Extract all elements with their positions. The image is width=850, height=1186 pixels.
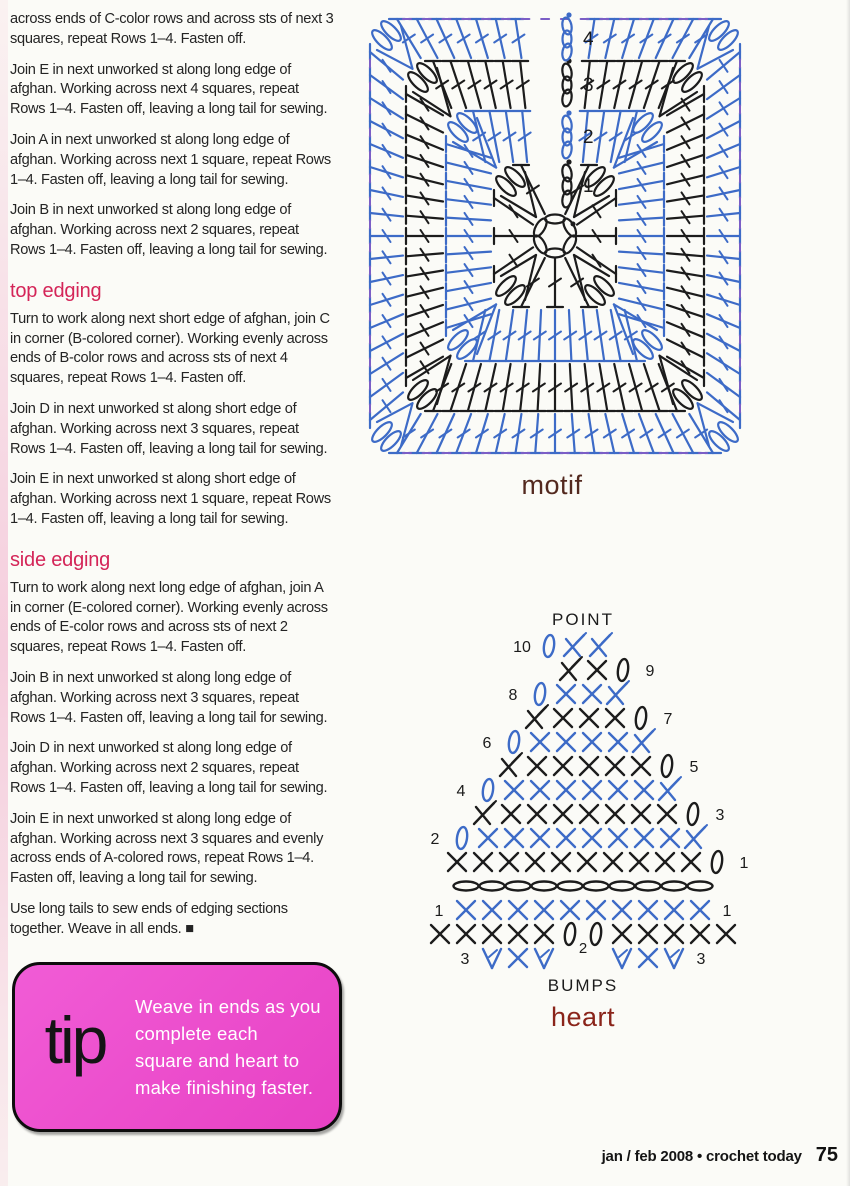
tip-box: [12, 962, 342, 1132]
svg-text:9: 9: [645, 663, 655, 680]
heart-chart: [418, 630, 748, 976]
svg-text:2: 2: [583, 127, 594, 148]
svg-text:4: 4: [456, 783, 466, 800]
svg-text:10: 10: [513, 639, 531, 656]
paragraph: Join D in next unworked st along long edge of afghan. Working across next 2 squares, repeat Rows 1–4. Fasten off, leaving a long tail for sewing.: [10, 740, 328, 796]
paragraph: Join D in next unworked st along short edge of afghan. Working across next 3 squares, repeat Rows 1–4. Fasten off, leaving a long tail for sewing.: [10, 400, 328, 457]
paragraph: Join B in next unworked st along long edge of afghan. Working across next 3 squares, repeat Rows 1–4. Fasten off, leaving a long tail for sewing.: [10, 669, 328, 726]
svg-text:7: 7: [663, 711, 673, 728]
heart-figure: [418, 610, 748, 1033]
svg-text:3: 3: [696, 951, 706, 968]
svg-text:1: 1: [434, 903, 444, 920]
svg-text:1: 1: [583, 176, 594, 197]
svg-text:4: 4: [583, 29, 594, 50]
heart-point-label: POINT: [552, 610, 614, 629]
tip-text: Weave in ends as you complete each square and heart to make finishing faster.: [135, 996, 321, 1098]
svg-text:3: 3: [583, 75, 594, 96]
footer-page-number: 75: [815, 1144, 838, 1166]
paragraph: Join E in next unworked st along short edge of afghan. Working across next 1 square, repeat Rows 1–4. Fasten off, leaving a long tail for sewing.: [10, 471, 331, 527]
heart-bumps-label: BUMPS: [547, 976, 619, 995]
heart-caption: heart: [550, 1002, 616, 1032]
paragraph: Join E in next unworked st along long edge of afghan. Working across next 4 squares, repeat Rows 1–4. Fasten off, leaving a long tail for sewing.: [10, 61, 328, 118]
svg-text:6: 6: [482, 735, 492, 752]
svg-text:5: 5: [689, 759, 699, 776]
instruction-column: [10, 10, 336, 950]
section-heading: top edging: [10, 279, 102, 302]
svg-text:8: 8: [508, 687, 518, 704]
page-footer: [602, 1144, 838, 1167]
section-heading: side edging: [10, 548, 111, 571]
svg-text:2: 2: [430, 831, 440, 848]
svg-text:1: 1: [722, 903, 732, 920]
paragraph: Turn to work along next long edge of afghan, join A in corner (E-colored corner). Working evenly across ends of E-color rows and across sts of next 2 squares, repeat Rows 1–4. Fasten off.: [10, 579, 328, 656]
svg-text:2: 2: [578, 940, 588, 957]
motif-figure: [360, 6, 744, 501]
paragraph: Join B in next unworked st along long edge of afghan. Working across next 2 squares, repeat Rows 1–4. Fasten off, leaving a long tail for sewing.: [10, 202, 328, 258]
paragraph: Use long tails to sew ends of edging sections together. Weave in all ends. ■: [10, 900, 288, 937]
svg-text:3: 3: [715, 807, 725, 824]
footer-issue-text: jan / feb 2008 • crochet today: [601, 1148, 802, 1165]
motif-caption: motif: [521, 470, 583, 500]
motif-chart: [360, 6, 744, 462]
svg-text:3: 3: [460, 951, 470, 968]
paragraph: Join E in next unworked st along long edge of afghan. Working across next 3 squares and evenly across ends of A-colored rows, repeat Rows 1–4. Fasten off, leaving a long tail for sewing.: [10, 810, 324, 887]
paragraph: Join A in next unworked st along long edge of afghan. Working across next 1 square, repeat Rows 1–4. Fasten off, leaving a long tail for sewing.: [10, 131, 331, 188]
svg-text:1: 1: [739, 855, 748, 872]
tip-label: tip: [44, 1003, 106, 1077]
paragraph: across ends of C-color rows and across sts of next 3 squares, repeat Rows 1–4. Fasten off.: [10, 11, 334, 47]
paragraph: Turn to work along next short edge of afghan, join C in corner (B-colored corner). Working evenly across ends of B-color rows and across sts of next 4 squares, repeat Rows 1–4. Fasten off.: [10, 310, 330, 387]
